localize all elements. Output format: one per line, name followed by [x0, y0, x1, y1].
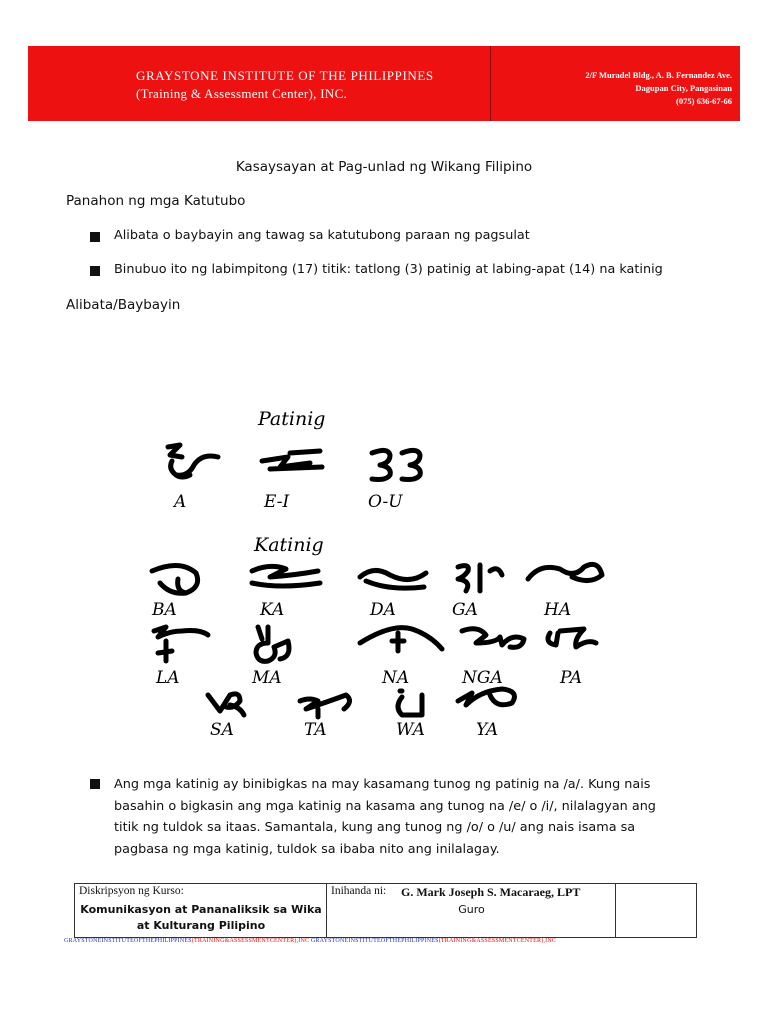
phone-number: (075) 636-67-66: [676, 96, 732, 106]
label-ma: MA: [252, 668, 282, 688]
label-na: NA: [382, 668, 410, 688]
org-subtitle: (Training & Assessment Center), INC.: [136, 86, 348, 101]
glyph-ma: [256, 627, 289, 661]
label-pa: PA: [560, 668, 583, 688]
label-ka: KA: [260, 600, 285, 620]
address-line-1: 2/F Muradel Bldg., A. B. Fernandez Ave.: [585, 70, 732, 80]
glyph-a: [168, 445, 218, 477]
address-line-2: Dagupan City, Pangasinan: [635, 83, 732, 93]
label-ha: HA: [544, 600, 572, 620]
course-label: Diskripsyon ng Kurso:: [79, 885, 184, 897]
course-name-line-2: at Kulturang Pilipino: [136, 919, 266, 932]
prepared-name: G. Mark Joseph S. Macaraeg, LPT: [401, 885, 581, 899]
glyph-ya: [458, 689, 514, 705]
prepared-cell: [327, 884, 616, 937]
bullet-icon: [90, 266, 100, 276]
footer-table: [74, 883, 697, 938]
katinig-paragraph: [114, 774, 674, 860]
header-divider: [490, 46, 491, 121]
org-name: GRAYSTONE INSTITUTE OF THE PHILIPPINES: [136, 68, 434, 83]
bullet-text-2: Binubuo ito ng labimpitong (17) titik: tatlong (3) patinig at labing-apat (14) na katinig: [114, 262, 663, 277]
glyph-ga: [458, 565, 502, 591]
course-name-line-1: Komunikasyon at Pananaliksik sa Wika: [80, 903, 322, 916]
paragraph-line: Ang mga katinig ay binibigkas na may kasamang tunog ng patinig na /a/. Kung nais: [114, 777, 651, 792]
header-banner: [28, 46, 740, 121]
paragraph-line: basahin o bigkasin ang mga katinig na kasama ang tunog na /e/ o /i/, nilalagyan ang: [114, 798, 656, 814]
footer-strip-a-repeat: GRAYSTONEINSTITUTEOFTHEPHILIPPINES: [310, 938, 439, 944]
label-la: LA: [156, 668, 180, 688]
section-heading-alibata: Alibata/Baybayin: [66, 297, 181, 313]
glyph-wa: [398, 691, 422, 715]
glyph-o-u: [372, 450, 420, 479]
glyph-la: [154, 627, 208, 661]
footer-strip: [64, 938, 556, 944]
glyph-ha: [528, 564, 602, 580]
label-ba: BA: [152, 600, 177, 620]
label-ya: YA: [476, 720, 499, 740]
label-e-i: E-I: [264, 492, 290, 512]
bullet-icon: [90, 232, 100, 242]
prepared-label: Inihanda ni:: [331, 885, 387, 897]
bullet-icon: [90, 779, 100, 789]
glyph-da: [360, 570, 426, 588]
glyph-sa: [208, 694, 244, 715]
course-cell: [75, 884, 327, 937]
glyph-na: [360, 628, 442, 651]
paragraph-line: titik ng tuldok sa itaas. Samantala, kung ang tunog ng /o/ o /u/ ang nais isama sa: [114, 820, 636, 835]
paragraph-line: pagbasa ng mga katinig, tuldok sa ibaba nito ang inilalagay.: [114, 841, 500, 857]
bullet-text-1: Alibata o baybayin ang tawag sa katutubong paraan ng pagsulat: [114, 228, 530, 243]
footer-strip-a: GRAYSTONEINSTITUTEOFTHEPHILIPPINES: [64, 938, 192, 944]
glyph-pa: [548, 629, 596, 647]
label-nga: NGA: [462, 668, 503, 688]
label-o-u: O-U: [368, 492, 403, 512]
label-ga: GA: [452, 600, 478, 620]
baybayin-chart: [140, 395, 620, 745]
prepared-role: Guro: [458, 903, 485, 916]
label-wa: WA: [396, 720, 425, 740]
patinig-heading: Patinig: [258, 408, 326, 430]
footer-strip-b-repeat: (TRAINING&ASSESSMENTCENTER),INC: [438, 938, 557, 944]
label-sa: SA: [210, 720, 234, 740]
glyph-e-i: [262, 451, 322, 469]
katinig-heading: Katinig: [254, 534, 324, 556]
section-heading-katutubo: Panahon ng mga Katutubo: [66, 193, 246, 209]
glyph-nga: [462, 629, 524, 648]
label-da: DA: [370, 600, 396, 620]
glyph-ba: [152, 565, 198, 593]
label-a: A: [174, 492, 187, 512]
footer-strip-b: (TRAINING&ASSESSMENTCENTER),INC: [191, 938, 311, 944]
label-ta: TA: [304, 720, 327, 740]
document-title: Kasaysayan at Pag-unlad ng Wikang Filipino: [235, 159, 533, 175]
glyph-ka: [252, 566, 320, 586]
glyph-ta: [300, 695, 350, 717]
